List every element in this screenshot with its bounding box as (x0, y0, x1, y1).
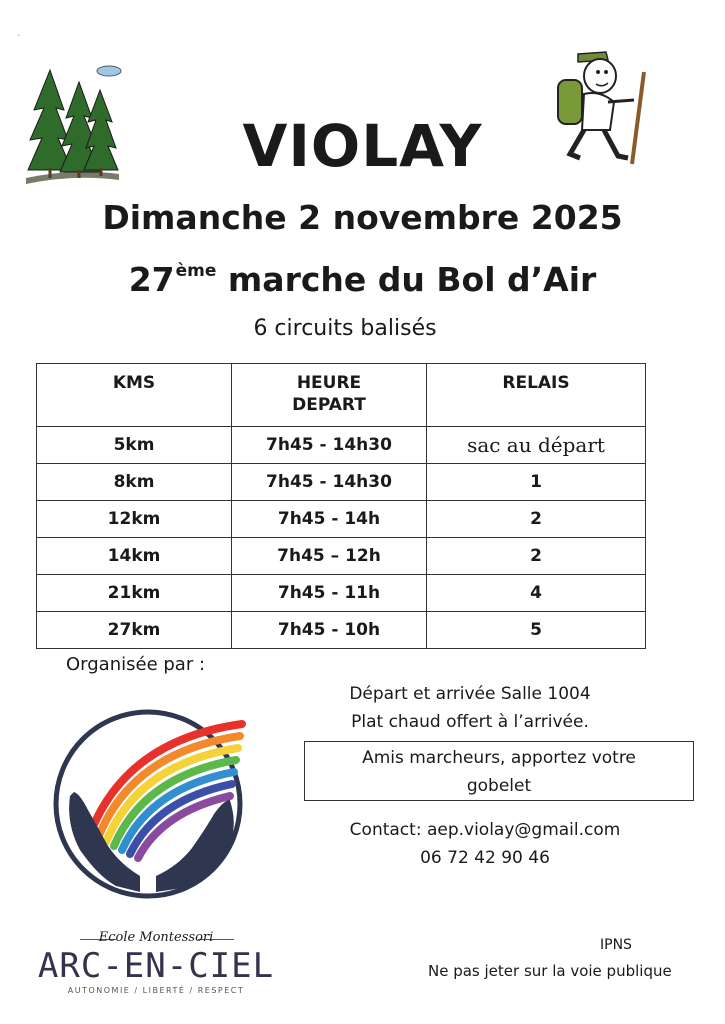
header-kms: KMS (37, 364, 232, 427)
start-finish-info: Départ et arrivée Salle 1004 (349, 684, 591, 704)
table-row (37, 427, 646, 464)
cell-distance: 8km (37, 464, 232, 501)
header-relays: RELAIS (427, 364, 646, 427)
logo-school-label: Ecole Montessori (98, 930, 214, 945)
edition-suffix: ème (175, 261, 217, 281)
logo-school-name: ARC-EN-CIEL (37, 946, 275, 986)
cell-distance: 21km (37, 575, 232, 612)
cell-relays: 5 (427, 612, 646, 649)
cell-departure: 7h45 – 12h (232, 538, 427, 575)
contact-email: Contact: aep.violay@gmail.com (349, 820, 621, 840)
cell-relays: 2 (427, 538, 646, 575)
table-row (37, 575, 646, 612)
hot-meal-info: Plat chaud offert à l’arrivée. (351, 712, 589, 732)
event-date: Dimanche 2 novembre 2025 (102, 198, 623, 237)
table-row (37, 501, 646, 538)
cell-departure: 7h45 - 14h30 (232, 427, 427, 464)
cell-distance: 12km (37, 501, 232, 538)
bring-cup-line-1: Amis marcheurs, apportez votre (362, 748, 636, 768)
cell-relays: 1 (427, 464, 646, 501)
edition-number: 27 (128, 260, 175, 299)
corner-mark: ' (18, 34, 20, 41)
bring-cup-line-2: gobelet (466, 776, 532, 796)
table-row (37, 464, 646, 501)
event-edition (0, 260, 725, 299)
cell-distance: 5km (37, 427, 232, 464)
table-row (37, 538, 646, 575)
routes-table (36, 363, 646, 649)
circuits-subtitle: 6 circuits balisés (253, 316, 437, 341)
cell-relays: 4 (427, 575, 646, 612)
contact-phone: 06 72 42 90 46 (420, 848, 550, 868)
no-litter-notice: Ne pas jeter sur la voie publique (428, 962, 672, 980)
table-row (37, 612, 646, 649)
edition-text: marche du Bol d’Air (227, 260, 597, 299)
cell-departure: 7h45 - 11h (232, 575, 427, 612)
ipns-label: IPNS (600, 937, 632, 953)
cell-departure: 7h45 - 10h (232, 612, 427, 649)
cell-relays: sac au départ (427, 427, 646, 464)
logo-tagline: AUTONOMIE / LIBERTÉ / RESPECT (67, 986, 245, 995)
header-departure: HEURE DEPART (232, 364, 427, 427)
cell-distance: 27km (37, 612, 232, 649)
bring-cup-notice (304, 741, 694, 801)
organized-by-label: Organisée par : (66, 654, 206, 675)
cell-departure: 7h45 - 14h (232, 501, 427, 538)
cell-departure: 7h45 - 14h30 (232, 464, 427, 501)
cell-distance: 14km (37, 538, 232, 575)
table-header-row (37, 364, 646, 427)
page-title: VIOLAY (242, 112, 483, 180)
cell-relays: 2 (427, 501, 646, 538)
